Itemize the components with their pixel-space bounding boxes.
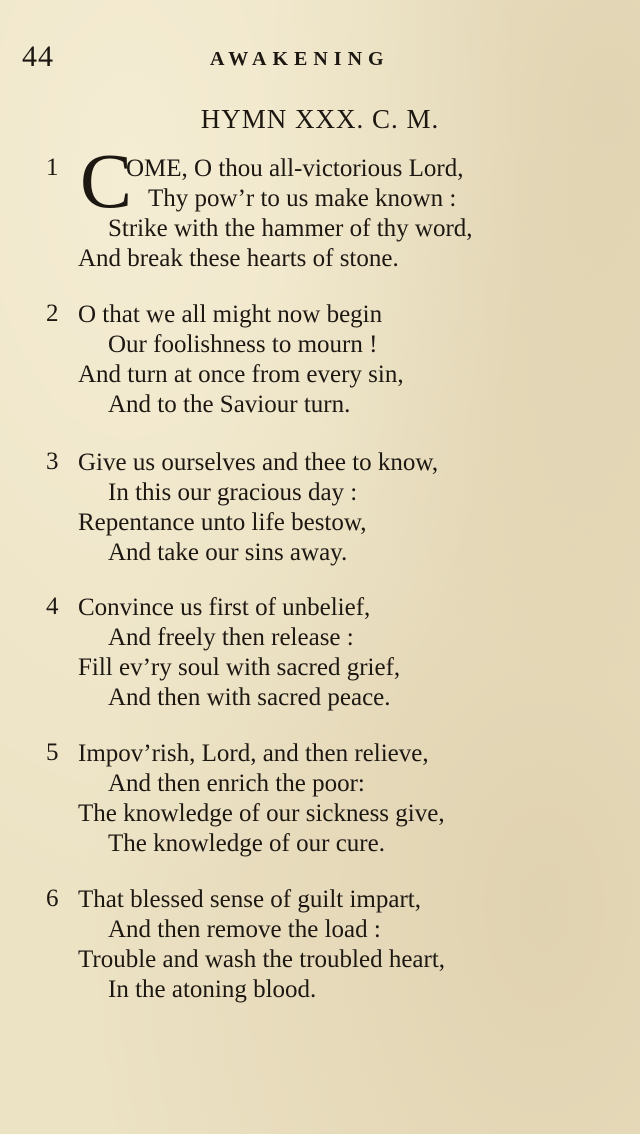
stanza-line: The knowledge of our cure. — [108, 830, 385, 857]
stanza-line: Fill ev’ry soul with sacred grief, — [78, 654, 401, 681]
stanza-number: 5 — [46, 739, 59, 766]
stanza-line: Convince us first of unbelief, — [78, 594, 371, 621]
drop-cap: C — [80, 137, 133, 224]
stanza-line: In this our gracious day : — [108, 479, 358, 506]
stanza-line: Impov’rish, Lord, and then relieve, — [78, 740, 429, 767]
stanza-line: And take our sins away. — [108, 539, 348, 566]
stanza-line: Our foolishness to mourn ! — [108, 331, 378, 358]
stanza-line: And turn at once from every sin, — [78, 361, 404, 388]
running-head: AWAKENING — [210, 48, 390, 70]
stanza-number: 4 — [46, 593, 59, 620]
stanza-line: And break these hearts of stone. — [78, 245, 399, 272]
stanza-line: Trouble and wash the troubled heart, — [78, 946, 446, 973]
stanza-line: And to the Saviour turn. — [108, 391, 351, 418]
stanza-line: Give us ourselves and thee to know, — [78, 449, 439, 476]
stanza-number: 1 — [46, 154, 59, 181]
stanza-line: That blessed sense of guilt impart, — [78, 886, 421, 913]
stanza-line: And then with sacred peace. — [108, 684, 391, 711]
stanza-line: O that we all might now begin — [78, 301, 383, 328]
stanza-line: In the atoning blood. — [108, 976, 317, 1003]
hymn-title: HYMN XXX. C. M. — [200, 104, 440, 134]
stanza-line: The knowledge of our sickness give, — [78, 800, 445, 827]
stanza-line: Repentance unto life bestow, — [78, 509, 367, 536]
stanza-line: Thy pow’r to us make known : — [148, 185, 457, 212]
stanza-line: And then enrich the poor: — [108, 770, 365, 797]
stanza-line: Strike with the hammer of thy word, — [108, 215, 473, 242]
stanza-number: 2 — [46, 300, 59, 327]
stanza-line: And then remove the load : — [108, 916, 381, 943]
stanza-number: 3 — [46, 448, 59, 475]
stanza-line: OME, O thou all-victorious Lord, — [126, 155, 464, 182]
stanza-number: 6 — [46, 885, 59, 912]
stanza-line: And freely then release : — [108, 624, 354, 651]
page-number: 44 — [22, 40, 54, 73]
